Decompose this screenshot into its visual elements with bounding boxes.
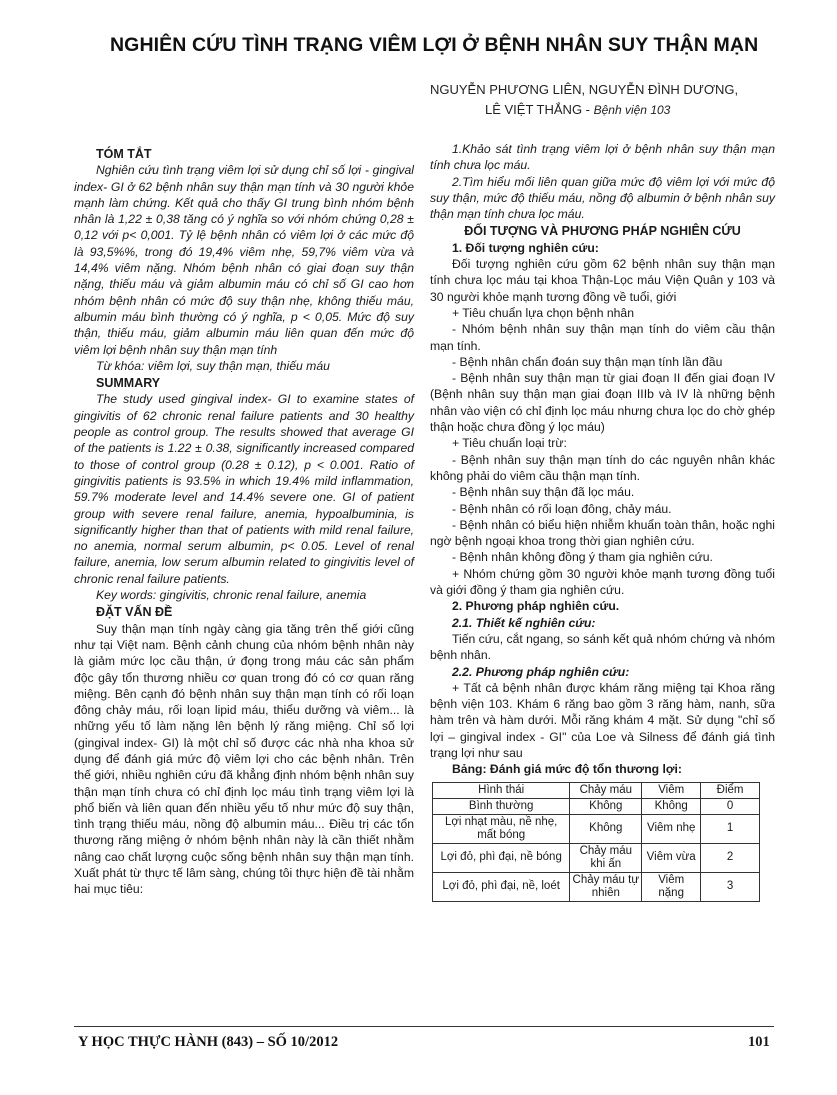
abstract-heading: TÓM TẮT — [96, 147, 152, 161]
authors-names-2: LÊ VIỆT THẮNG - — [485, 102, 594, 117]
authors-line-1: NGUYỄN PHƯƠNG LIÊN, NGUYỄN ĐÌNH DƯƠNG, — [430, 82, 739, 97]
section-1-text: Đối tượng nghiên cứu gồm 62 bệnh nhân suy thận mạn tính chưa lọc máu tại khoa Thận-Lọc máu Viện Quân y 103 và 30 người khỏe mạnh tương đồng về tuổi, giới — [430, 257, 775, 304]
section-1-heading: 1. Đối tượng nghiên cứu: — [452, 240, 599, 255]
authors-line-2 — [430, 100, 780, 120]
table-cell: Không — [642, 798, 701, 814]
keywords-vi: Từ khóa: viêm lợi, suy thận mạn, thiếu máu — [96, 358, 330, 373]
table-cell: 2 — [701, 843, 760, 872]
right-column — [430, 141, 775, 902]
summary-en: The study used gingival index- GI to examine states of gingivitis of 62 chronic renal failure patients and 30 healthy people as control group. The results showed that average GI of the patients is 1.22 ± 0.38, significantly increased compared to those of control group (0.28 ± 0.12), p < 0.001. Ratio of gingivitis patients is 93.5% in which 19.4% mild inflammation, 59.7% moderate level and 14.4% severe one. GI of patient group with severe renal failure, anemia, hypoalbuminia, is significantly higher than that of patients with mild renal failure, no anemia, normal serum albumin, p< 0.05. Level of renal failure, anemia, low serum albumin related to gingivitis level of chronic renal failure patients. — [74, 392, 414, 586]
exclusion-3: - Bệnh nhân có rối loạn đông, chảy máu. — [452, 501, 672, 516]
section-2-2-text: + Tất cả bệnh nhân được khám răng miệng tại Khoa răng bệnh viện 103. Khám 6 răng bao gồm 3 răng hàm, nanh, sữa hàm trên và hàm dưới. Mỗi răng khám 4 mặt. Sử dụng "chỉ số lợi – gingival index - GI" của Loe và Silness để đánh giá tình trạng lợi như sau — [430, 680, 775, 760]
table-row — [433, 798, 760, 814]
author-block — [430, 80, 780, 120]
table-row — [433, 872, 760, 901]
section-2-1-text: Tiến cứu, cắt ngang, so sánh kết quả nhóm chứng và nhóm bệnh nhân. — [430, 631, 775, 663]
table-cell: Viêm nhẹ — [642, 814, 701, 843]
page-number: 101 — [748, 1034, 770, 1050]
table-cell: Chảy máu khi ấn — [570, 843, 642, 872]
table-cell: Lợi đỏ, phì đại, nề, loét — [433, 872, 570, 901]
table-cell: Lợi đỏ, phì đại, nề bóng — [433, 843, 570, 872]
exclusion-1: - Bệnh nhân suy thận mạn tính do các nguyên nhân khác không phải do viêm cầu thận mạn tính. — [430, 452, 775, 483]
table-cell: Không — [570, 814, 642, 843]
table-row — [433, 814, 760, 843]
exclusion-5: - Bệnh nhân không đồng ý tham gia nghiên cứu. — [452, 550, 713, 565]
institution: Bệnh viện 103 — [593, 103, 671, 117]
table-header-cell: Chảy máu — [570, 782, 642, 798]
gingival-index-table — [432, 782, 760, 902]
inclusion-2: - Bệnh nhân chẩn đoán suy thận mạn tính lần đầu — [452, 354, 723, 369]
summary-heading: SUMMARY — [96, 376, 161, 391]
table-caption: Bảng: Đánh giá mức độ tổn thương lợi: — [452, 762, 682, 777]
control-group: + Nhóm chứng gồm 30 người khỏe mạnh tương đồng tuổi và giới đồng ý tham gia nghiên cứu. — [430, 566, 775, 598]
table-cell: 1 — [701, 814, 760, 843]
table-header-cell: Viêm — [642, 782, 701, 798]
table-cell: 3 — [701, 872, 760, 901]
aim-2: 2.Tìm hiểu mối liên quan giữa mức độ viêm lợi với mức độ suy thận, mức độ thiếu máu, nồng độ albumin ở bệnh nhân suy thận mạn tính chưa lọc máu. — [430, 174, 775, 222]
table-cell: Viêm vừa — [642, 843, 701, 872]
inclusion-1: - Nhóm bệnh nhân suy thận mạn tính do viêm cầu thận mạn tính. — [430, 322, 775, 353]
table-cell: Bình thường — [433, 798, 570, 814]
article-title: NGHIÊN CỨU TÌNH TRẠNG VIÊM LỢI Ở BỆNH NHÂN SUY THẬN MẠN — [110, 34, 759, 56]
table-cell: Không — [570, 798, 642, 814]
table-header-cell: Điểm — [701, 782, 760, 798]
methods-heading: ĐỐI TƯỢNG VÀ PHƯƠNG PHÁP NGHIÊN CỨU — [464, 224, 741, 239]
journal-footer: Y HỌC THỰC HÀNH (843) – SỐ 10/2012 — [78, 1034, 339, 1050]
table-header-cell: Hình thái — [433, 782, 570, 798]
exclusion-4: - Bệnh nhân có biểu hiện nhiễm khuẩn toàn thân, hoặc nghi ngờ bệnh ngoại khoa trong thời gian nghiên cứu. — [430, 517, 775, 549]
table-cell: Viêm nặng — [642, 872, 701, 901]
table-header-row — [433, 782, 760, 798]
table-row — [433, 843, 760, 872]
intro-text: Suy thận mạn tính ngày càng gia tăng trên thế giới cũng như tại Việt nam. Bệnh cảnh chung của nhóm bệnh nhân này là giảm mức lọc cầu thận, ứ đọng trong máu các sản phẩm độc gây tổn thương nhiều cơ quan trong đó có cơ quan răng miệng. Bên cạnh đó bệnh nhân suy thận mạn tính có rối loạn đông chảy máu, rối loạn lipid máu, thiểu dưỡng và viêm... là những yếu tố làm nặng lên bệnh lý răng miệng. Chỉ số lợi (gingival index- GI) là một chỉ số được các nhà nha khoa sử dụng để đánh giá mức độ viêm lợi cho các bệnh nhân. Trên thế giới, nhiều nghiên cứu đã khẳng định nhóm bệnh nhân suy thận mạn tính chưa có chỉ định lọc máu tình trạng viêm lợi là phổ biến và liên quan đến nhiều yếu tố như mức độ suy thận, tình trạng thiếu máu, nồng độ albumin máu... Điều trị các tổn thương răng miệng ở nhóm bệnh nhân này là cần thiết nhằm nâng cao chất lượng cuộc sống bệnh nhân suy thận mạn tính. Xuất phát từ thực tế lâm sàng, chúng tôi thực hiện đề tài nhằm hai mục tiêu: — [74, 621, 414, 897]
left-column — [74, 145, 414, 898]
aim-1: 1.Khảo sát tình trạng viêm lợi ở bệnh nhân suy thận mạn tính chưa lọc máu. — [430, 142, 775, 173]
exclusion-heading: + Tiêu chuẩn loại trừ: — [452, 436, 567, 451]
inclusion-3: - Bệnh nhân suy thận mạn từ giai đoạn II đến giai đoạn IV (Bệnh nhân suy thận mạn giai đoạn IIIb và IV là những bệnh nhân vào viện có chỉ định lọc máu nhưng chưa lọc do chờ ghép thận hoặc chưa đồng ý lọc máu) — [430, 371, 775, 435]
footer-rule — [74, 1026, 774, 1027]
section-2-2-heading: 2.2. Phương pháp nghiên cứu: — [452, 664, 630, 679]
table-cell: Chảy máu tự nhiên — [570, 872, 642, 901]
section-2-heading: 2. Phương pháp nghiên cứu. — [452, 599, 620, 614]
keywords-en: Key words: gingivitis, chronic renal failure, anemia — [96, 588, 367, 603]
inclusion-heading: + Tiêu chuẩn lựa chọn bệnh nhân — [452, 305, 634, 320]
intro-heading: ĐẶT VẤN ĐỀ — [96, 605, 173, 620]
table-cell: Lợi nhạt màu, nề nhẹ, mất bóng — [433, 814, 570, 843]
exclusion-2: - Bệnh nhân suy thận đã lọc máu. — [452, 485, 635, 500]
abstract-vi: Nghiên cứu tình trạng viêm lợi sử dụng chỉ số lợi - gingival index- GI ở 62 bệnh nhân suy thận mạn tính và 30 người khỏe mạnh làm chứng. Kết quả cho thấy GI trung bình nhóm bệnh nhân là 1,22 ± 0,38 tăng có ý nghĩa so với nhóm chứng 0,28 ± 0,12 với p< 0,001. Tỷ lệ bệnh nhân có viêm lợi ở các mức độ là 93,5%%, trong đó 19,4% viêm nhẹ, 59,7% viêm vừa và 14,4% viêm nặng. Nhóm bệnh nhân có giai đoạn suy thận nặng, thiếu máu và giảm albumin máu có chỉ số GI cao hơn nhóm bệnh nhân có mức độ suy thận nhẹ, không thiếu máu, albumin máu bình thường có ý nghĩa, p < 0,05. Mức độ suy thận, thiếu máu, giảm albumin máu liên quan đến mức độ viêm lợi bệnh nhân suy thận mạn tính — [74, 163, 414, 357]
table-cell: 0 — [701, 798, 760, 814]
section-2-1-heading: 2.1. Thiết kế nghiên cứu: — [452, 615, 596, 630]
